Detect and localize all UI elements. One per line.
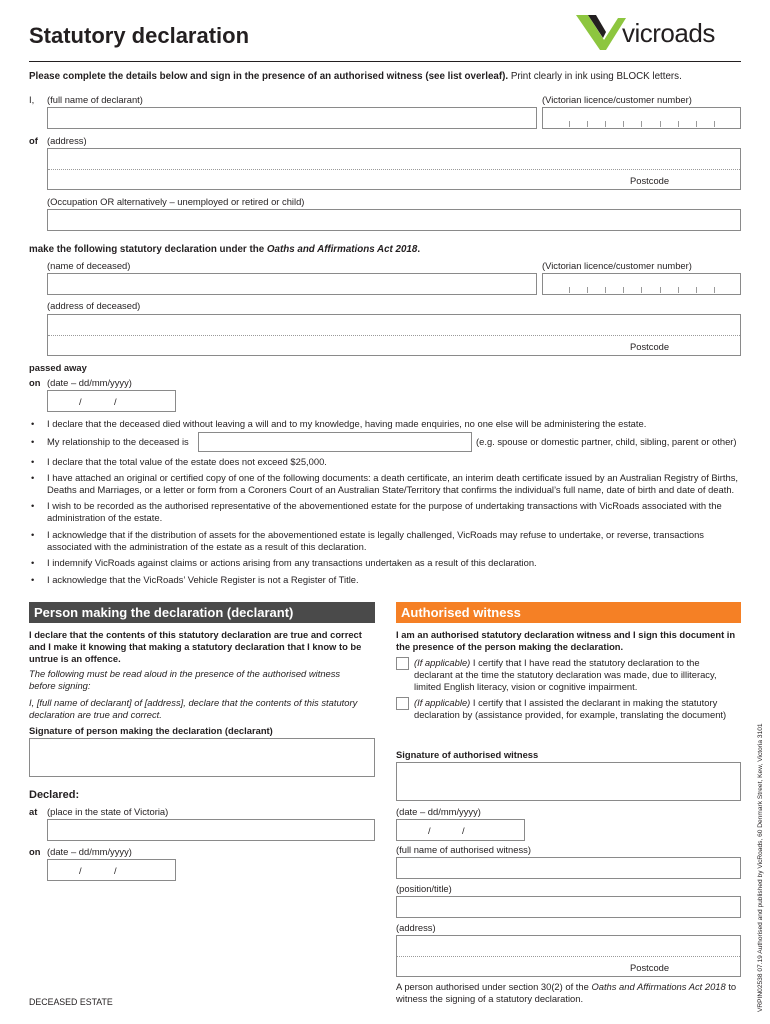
deceased-postcode-label: Postcode — [630, 341, 670, 352]
side-publication-text: VRPIN02538 07.19 Authorised and published by VicRoads, 60 Denmark Street, Kew, Victoria 3101 — [757, 723, 764, 1012]
vicroads-chevron-icon — [574, 12, 628, 52]
declarant-postcode-label: Postcode — [630, 175, 670, 186]
declarant-declare-text: I declare that the contents of this statutory declaration are true and correct and I make it knowing that making a statutory declaration that I know to be untrue is an offence. — [29, 629, 362, 664]
declared-date-label: (date – dd/mm/yyyy) — [47, 846, 132, 857]
declared-on-label: on — [29, 846, 41, 857]
licence-ticks — [552, 121, 732, 127]
statement-1: I declare that the deceased died without leaving a will and to my knowledge, having made enquiries, no one else will be administering the estate. — [47, 418, 647, 429]
witness-intro: I am an authorised statutory declaration witness and I sign this document in the presence of the person making the declaration. — [396, 629, 736, 652]
deceased-licence-ticks — [552, 287, 732, 293]
logo-text: vicroads — [622, 18, 715, 48]
option-1-text: I certify that I have read the statutory declaration to the declarant at the time the statutory declaration was made, due to illiteracy, limited English literacy, vision or cognitive impairment. — [414, 657, 717, 692]
occupation-input[interactable] — [47, 209, 741, 231]
witness-option-1 — [414, 657, 734, 693]
statement-5: I wish to be recorded as the authorised representative of the abovementioned estate for the purpose of undertaking transactions with VicRoads associated with the administration of the estate. — [47, 500, 722, 523]
relationship-input[interactable] — [198, 432, 472, 452]
footnote-act: Oaths and Affirmations Act 2018 — [591, 981, 726, 992]
witness-name-label: (full name of authorised witness) — [396, 844, 531, 855]
address-divider — [48, 169, 740, 170]
read-aloud-instruction: The following must be read aloud in the presence of the authorised witness before signing: — [29, 668, 341, 691]
declarant-signature-box[interactable] — [29, 738, 375, 777]
bullet: • — [31, 529, 35, 540]
bullet: • — [31, 472, 35, 483]
deceased-address-label: (address of deceased) — [47, 300, 141, 311]
deceased-date-label: (date – dd/mm/yyyy) — [47, 377, 132, 388]
date-slash-1: / — [79, 396, 82, 407]
vicroads-logo — [574, 12, 744, 52]
witness-option-2 — [414, 697, 739, 721]
date-slash-2: / — [114, 396, 117, 407]
option-1-italic: (If applicable) — [414, 657, 471, 668]
bullet: • — [31, 436, 35, 447]
deceased-address-divider — [48, 335, 740, 336]
statement-8: I acknowledge that the VicRoads’ Vehicle Register is not a Register of Title. — [47, 574, 359, 585]
deceased-licence-label: (Victorian licence/customer number) — [542, 260, 692, 271]
declarant-licence-label: (Victorian licence/customer number) — [542, 94, 692, 105]
declarant-address-label: (address) — [47, 135, 87, 146]
witness-position-label: (position/title) — [396, 883, 452, 894]
footer-label: DECEASED ESTATE — [29, 997, 113, 1007]
statement-4: I have attached an original or certified copy of one of the following documents: a death certificate, an interim death certificate issued by an Australian Registry of Births, Deaths and Marriages, or a letter or form from a Coroners Court of an Australian State/Territory that confirms the individual’s full name, date of birth and date of death. — [47, 472, 739, 495]
statement-6: I acknowledge that if the distribution of assets for the abovementioned estate is legally challenged, VicRoads may refuse to undertake, or reverse, transactions associated with the administration of the estate as a result of this declaration. — [47, 529, 704, 552]
footnote-text: A person authorised under section 30(2) of the — [396, 981, 592, 992]
make-statement — [29, 244, 420, 256]
intro-bold: Please complete the details below and sign in the presence of an authorised witness (see list overleaf). — [29, 71, 509, 82]
witness-section-heading: Authorised witness — [396, 602, 741, 623]
witness-name-input[interactable] — [396, 857, 741, 879]
passed-away-label: passed away — [29, 362, 87, 373]
intro-text — [29, 71, 682, 83]
declared-date-slash-2: / — [114, 865, 117, 876]
witness-address-label: (address) — [396, 922, 436, 933]
footnote-end: to witness the signing of a statutory declaration. — [396, 981, 737, 1004]
at-label: at — [29, 806, 38, 817]
deceased-date-input[interactable] — [47, 390, 176, 412]
declared-date-slash-1: / — [79, 865, 82, 876]
intro-normal: Print clearly in ink using BLOCK letters. — [508, 71, 682, 82]
assisted-declarant-checkbox[interactable] — [396, 697, 409, 710]
declarant-name-label: (full name of declarant) — [47, 94, 143, 105]
witness-signature-box[interactable] — [396, 762, 741, 801]
statement-2: My relationship to the deceased is — [47, 436, 189, 447]
statement-7: I indemnify VicRoads against claims or actions arising from any transactions undertaken as a result of this declaration. — [47, 557, 537, 568]
read-declaration-checkbox[interactable] — [396, 657, 409, 670]
bullet: • — [31, 456, 35, 467]
deceased-name-input[interactable] — [47, 273, 537, 295]
declared-date-input[interactable] — [47, 859, 176, 881]
witness-postcode-label: Postcode — [630, 962, 670, 973]
declared-heading: Declared: — [29, 789, 80, 801]
witness-signature-label: Signature of authorised witness — [396, 749, 539, 760]
of-label: of — [29, 135, 38, 146]
deceased-name-label: (name of deceased) — [47, 260, 131, 271]
relationship-hint: (e.g. spouse or domestic partner, child, sibling, parent or other) — [476, 436, 737, 447]
witness-date-slash-1: / — [428, 825, 431, 836]
witness-date-label: (date – dd/mm/yyyy) — [396, 806, 481, 817]
header-rule — [29, 61, 741, 62]
witness-footnote — [396, 981, 741, 1005]
i-prefix: I, — [29, 94, 35, 105]
bullet: • — [31, 574, 35, 585]
make-text: make the following statutory declaration under the — [29, 244, 267, 255]
witness-date-input[interactable] — [396, 819, 525, 841]
page-title: Statutory declaration — [29, 23, 250, 48]
bullet: • — [31, 557, 35, 568]
place-input[interactable] — [47, 819, 375, 841]
statement-3: I declare that the total value of the estate does not exceed $25,000. — [47, 456, 327, 467]
witness-address-divider — [397, 956, 740, 957]
witness-position-input[interactable] — [396, 896, 741, 918]
witness-date-slash-2: / — [462, 825, 465, 836]
declarant-section-heading: Person making the declaration (declarant) — [29, 602, 375, 623]
declarant-signature-label: Signature of person making the declaration (declarant) — [29, 725, 273, 736]
make-act: Oaths and Affirmations Act 2018 — [266, 244, 418, 255]
option-2-text: I certify that I assisted the declarant in making the statutory declaration by (assistance provided, for example, translating the document) — [414, 697, 727, 720]
make-end: . — [417, 244, 421, 255]
deceased-on-label: on — [29, 377, 41, 388]
bullet: • — [31, 500, 35, 511]
option-2-italic: (If applicable) — [414, 697, 471, 708]
declarant-name-input[interactable] — [47, 107, 537, 129]
bullet: • — [31, 418, 35, 429]
read-aloud-text: I, [full name of declarant] of [address], declare that the contents of this statutory declaration are true and correct. — [29, 697, 358, 720]
place-label: (place in the state of Victoria) — [47, 806, 169, 817]
occupation-label: (Occupation OR alternatively – unemployed or retired or child) — [47, 196, 305, 207]
